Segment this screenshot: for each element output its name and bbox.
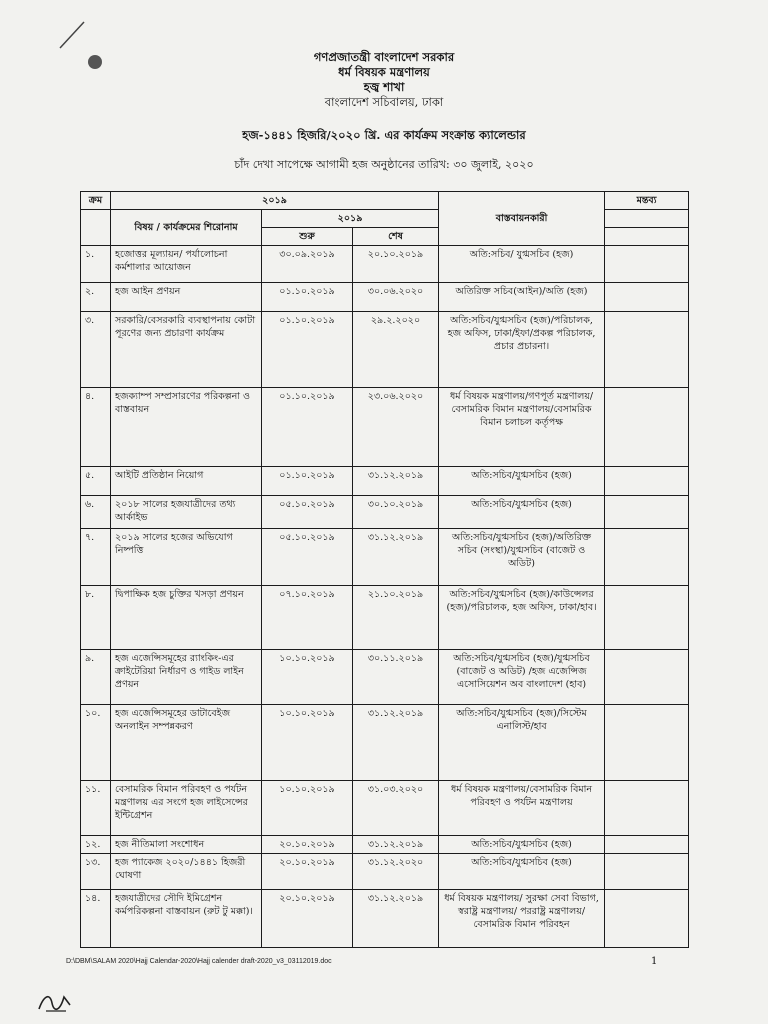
cell-serial: ১০. — [81, 705, 111, 781]
cell-end-date: ৩১.১২.২০১৯ — [353, 705, 439, 781]
table-row — [81, 781, 689, 836]
cell-end-date: ৩০.০৬.২০২০ — [353, 283, 439, 312]
cell-remark — [605, 836, 689, 854]
table-row — [81, 312, 689, 388]
col-serial-header: ক্রম — [81, 192, 111, 210]
cell-start-date: ০১.১০.২০১৯ — [262, 388, 353, 467]
cell-serial: ৭. — [81, 529, 111, 586]
cell-start-date: ০৫.১০.২০১৯ — [262, 529, 353, 586]
remark-header-spacer — [605, 210, 689, 228]
table-row — [81, 529, 689, 586]
page-number: 1 — [651, 956, 658, 967]
cell-start-date: ২০.১০.২০১৯ — [262, 890, 353, 948]
cell-implementer: অতি:সচিব/ যুগ্মসচিব (হজ) — [439, 246, 605, 283]
col-remark-header: মন্তব্য — [605, 192, 689, 210]
cell-task: হজ আইন প্রণয়ন — [111, 283, 262, 312]
cell-end-date: ২৯.২.২০২০ — [353, 312, 439, 388]
cell-implementer: ধর্ম বিষয়ক মন্ত্রণালয়/ সুরক্ষা সেবা বিভাগ, স্বরাষ্ট্র মন্ত্রণালয়/ পররাষ্ট্র মন্ত্রণালয়/ বেসামরিক বিমান পরিবহন — [439, 890, 605, 948]
cell-task: হজযাত্রীদের সৌদি ইমিগ্রেশন কর্মপরিকল্পনা বাস্তবায়ন (রুট টু মক্কা)। — [111, 890, 262, 948]
table-row — [81, 890, 689, 948]
cell-start-date: ১০.১০.২০১৯ — [262, 705, 353, 781]
cell-implementer: অতিরিক্ত সচিব(আইন)/অতি (হজ) — [439, 283, 605, 312]
cell-task: দ্বিপাক্ষিক হজ চুক্তির খসড়া প্রণয়ন — [111, 586, 262, 650]
cell-task: হজ নীতিমালা সংশোধন — [111, 836, 262, 854]
cell-end-date: ৩১.০৩.২০২০ — [353, 781, 439, 836]
cell-remark — [605, 586, 689, 650]
cell-remark — [605, 529, 689, 586]
cell-implementer: অতি:সচিব/যুগ্মসচিব (হজ) — [439, 467, 605, 496]
page-subtitle: চাঁদ দেখা সাপেক্ষে আগামী হজ অনুষ্ঠানের তারিখ: ৩০ জুলাই, ২০২০ — [234, 158, 534, 171]
cell-serial: ৫. — [81, 467, 111, 496]
cell-serial: ৮. — [81, 586, 111, 650]
cell-remark — [605, 388, 689, 467]
cell-implementer: অতি:সচিব/যুগ্মসচিব (হজ) — [439, 836, 605, 854]
cell-start-date: ০১.১০.২০১৯ — [262, 312, 353, 388]
table-row — [81, 283, 689, 312]
cell-end-date: ২৩.০৬.২০২০ — [353, 388, 439, 467]
cell-end-date: ৩০.১০.২০১৯ — [353, 496, 439, 529]
cell-serial: ৬. — [81, 496, 111, 529]
cell-task: হজ প্যাকেজ ২০২০/১৪৪১ হিজরী ঘোষণা — [111, 854, 262, 890]
table-row — [81, 496, 689, 529]
cell-end-date: ৩০.১১.২০১৯ — [353, 650, 439, 705]
cell-serial: ১৩. — [81, 854, 111, 890]
year-top-header: ২০১৯ — [111, 192, 439, 210]
cell-serial: ১২. — [81, 836, 111, 854]
cell-task: বেসামরিক বিমান পরিবহণ ও পর্যটন মন্ত্রণালয় এর সংগে হজ লাইসেন্সের ইন্টিগ্রেশন — [111, 781, 262, 836]
cell-remark — [605, 312, 689, 388]
cell-task: হজোত্তর মূল্যায়ন/ পর্যালোচনা কর্মশালার আয়োজন — [111, 246, 262, 283]
cell-end-date: ৩১.১২.২০১৯ — [353, 890, 439, 948]
cell-start-date: ১০.১০.২০১৯ — [262, 781, 353, 836]
cell-serial: ১. — [81, 246, 111, 283]
table-row — [81, 388, 689, 467]
col-start-header: শুরু — [262, 228, 353, 246]
branch-heading: হজ্ব শাখা — [363, 80, 405, 94]
year-sub-header: ২০১৯ — [262, 210, 439, 228]
col-implementer-header: বাস্তবায়নকারী — [439, 192, 605, 246]
cell-task: ২০১৯ সালের হজের অভিযোগ নিষ্পত্তি — [111, 529, 262, 586]
table-row — [81, 854, 689, 890]
cell-implementer: অতি:সচিব/যুগ্মসচিব (হজ)/সিস্টেম এনালিস্ট/হাব — [439, 705, 605, 781]
cell-task: ২০১৮ সালের হজযাত্রীদের তথ্য আর্কাইভ — [111, 496, 262, 529]
table-row — [81, 705, 689, 781]
cell-remark — [605, 467, 689, 496]
table-row — [81, 586, 689, 650]
cell-implementer: অতি:সচিব/যুগ্মসচিব (হজ)/কাউন্সেলর (হজ)/পরিচালক, হজ অফিস, ঢাকা/হাব। — [439, 586, 605, 650]
cell-end-date: ২০.১০.২০১৯ — [353, 246, 439, 283]
cell-task: হজ এজেন্সিসমূহের র‍্যাংকিং-এর ক্রাইটেরিয়া নির্ধারণ ও গাইড লাইন প্রণয়ন — [111, 650, 262, 705]
cell-start-date: ১০.১০.২০১৯ — [262, 650, 353, 705]
cell-end-date: ৩১.১২.২০১৯ — [353, 467, 439, 496]
cell-start-date: ৩০.০৯.২০১৯ — [262, 246, 353, 283]
table-row — [81, 650, 689, 705]
cell-serial: ১১. — [81, 781, 111, 836]
cell-serial: ৪. — [81, 388, 111, 467]
page-title: হজ-১৪৪১ হিজরি/২০২০ খ্রি. এর কার্যক্রম সংক্রান্ত ক্যালেন্ডার — [242, 128, 526, 142]
cell-task: আইটি প্রতিষ্ঠান নিয়োগ — [111, 467, 262, 496]
cell-end-date: ৩১.১২.২০১৯ — [353, 529, 439, 586]
cell-remark — [605, 246, 689, 283]
cell-task: সরকারি/বেসরকারি ব্যবস্থাপনায় কোটা পূরণের জন্য প্রচারণা কার্যক্রম — [111, 312, 262, 388]
cell-implementer: অতি:সচিব/যুগ্মসচিব (হজ)/অতিরিক্ত সচিব (সংস্থা)/যুগ্মসচিব (বাজেট ও অডিট) — [439, 529, 605, 586]
cell-task: হজক্যাম্প সম্প্রসারণের পরিকল্পনা ও বাস্তবায়ন — [111, 388, 262, 467]
cell-start-date: ২০.১০.২০১৯ — [262, 836, 353, 854]
cell-implementer: অতি:সচিব/যুগ্মসচিব (হজ)/যুগ্মসচিব (বাজেট ও অডিট) /হজ এজেন্সিজ এসোসিয়েশন অব বাংলাদেশ (হাব) — [439, 650, 605, 705]
cell-remark — [605, 496, 689, 529]
ministry-heading: ধর্ম বিষয়ক মন্ত্রণালয় — [338, 65, 430, 79]
cell-end-date: ২১.১০.২০১৯ — [353, 586, 439, 650]
cell-implementer: ধর্ম বিষয়ক মন্ত্রণালয়/গণপূর্ত মন্ত্রণালয়/বেসামরিক বিমান মন্ত্রণালয়/বেসামরিক বিমান চলাচল কর্তৃপক্ষ — [439, 388, 605, 467]
cell-remark — [605, 705, 689, 781]
cell-start-date: ০৫.১০.২০১৯ — [262, 496, 353, 529]
cell-serial: ৯. — [81, 650, 111, 705]
table-row — [81, 467, 689, 496]
secretariat-heading: বাংলাদেশ সচিবালয়, ঢাকা — [324, 95, 444, 109]
cell-remark — [605, 890, 689, 948]
cell-start-date: ০১.১০.২০১৯ — [262, 283, 353, 312]
cell-start-date: ০৭.১০.২০১৯ — [262, 586, 353, 650]
table-row — [81, 246, 689, 283]
cell-implementer: অতি:সচিব/যুগ্মসচিব (হজ) — [439, 854, 605, 890]
col-task-header: বিষয় / কার্যক্রমের শিরোনাম — [111, 210, 262, 246]
table-row — [81, 836, 689, 854]
cell-start-date: ২০.১০.২০১৯ — [262, 854, 353, 890]
cell-implementer: অতি:সচিব/যুগ্মসচিব (হজ)/পরিচালক, হজ অফিস, ঢাকা/ইফা/প্রকল্প পরিচালক, প্রচার প্রচারনা। — [439, 312, 605, 388]
col-end-header: শেষ — [353, 228, 439, 246]
gov-heading: গণপ্রজাতন্ত্রী বাংলাদেশ সরকার — [313, 50, 455, 64]
file-path-footer: D:\DBM\SALAM 2020\Hajj Calendar-2020\Hajj calender draft-2020_v3_03112019.doc — [66, 958, 332, 965]
cell-serial: ৩. — [81, 312, 111, 388]
cell-implementer: অতি:সচিব/যুগ্মসচিব (হজ) — [439, 496, 605, 529]
cell-serial: ২. — [81, 283, 111, 312]
cell-remark — [605, 650, 689, 705]
handwritten-initial-signature — [36, 985, 76, 1015]
cell-serial: ১৪. — [81, 890, 111, 948]
cell-start-date: ০১.১০.২০১৯ — [262, 467, 353, 496]
cell-end-date: ৩১.১২.২০১৯ — [353, 836, 439, 854]
cell-remark — [605, 283, 689, 312]
pen-stroke-mark — [58, 20, 88, 50]
hajj-calendar-table — [80, 191, 689, 948]
remark-header-spacer — [605, 228, 689, 246]
serial-header-spacer — [81, 210, 111, 246]
cell-task: হজ এজেন্সিসমূহের ডাটাবেইজ অনলাইন সম্পন্নকরণ — [111, 705, 262, 781]
cell-remark — [605, 781, 689, 836]
cell-remark — [605, 854, 689, 890]
cell-implementer: ধর্ম বিষয়ক মন্ত্রণালয়/বেসামরিক বিমান পরিবহণ ও পর্যটন মন্ত্রণালয় — [439, 781, 605, 836]
cell-end-date: ৩১.১২.২০২০ — [353, 854, 439, 890]
